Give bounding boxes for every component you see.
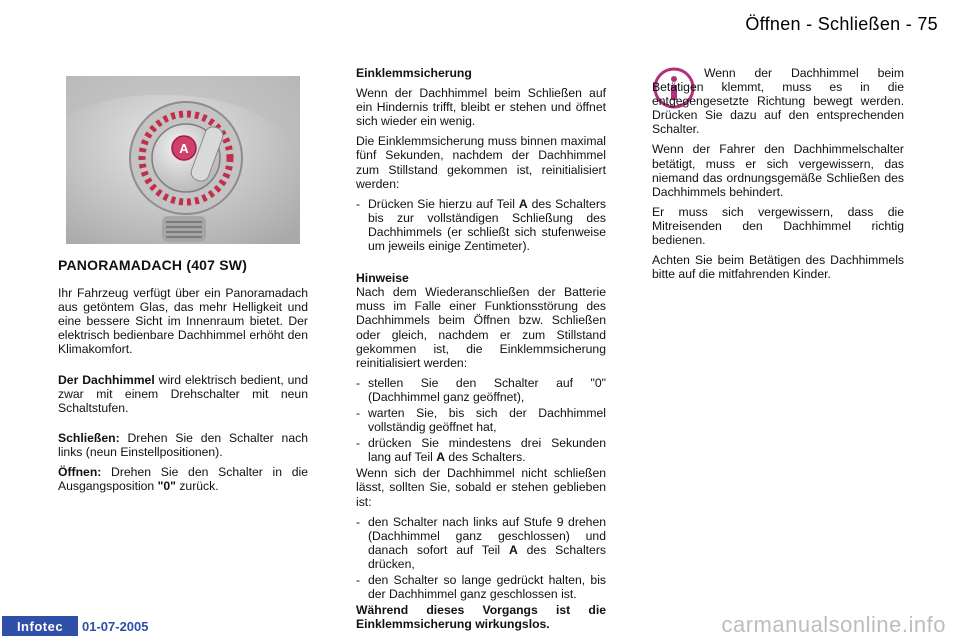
list-item: - drücken Sie mindestens drei Sekunden lang auf Teil A des Schalters. — [356, 436, 606, 465]
page-title: Öffnen - Schließen - 75 — [745, 14, 938, 34]
list-text: warten Sie, bis sich der Dachhimmel vollständig geöffnet hat, — [368, 405, 606, 435]
part-a-ref: A — [436, 450, 446, 465]
infotec-logo: Infotec — [2, 616, 78, 636]
intro-paragraph: Ihr Fahrzeug verfügt über ein Panoramadach aus getöntem Glas, das mehr Helligkeit und eine bessere Sicht im Innenraum bietet. Der elektrisch bedienbare Dachhimmel erhöht den Klimakomfort. — [58, 286, 308, 357]
open-paragraph — [58, 465, 308, 493]
column-left — [58, 258, 308, 499]
list-item: - Drücken Sie hierzu auf Teil A des Schalters bis zur vollständigen Schließung des Dachhimmels (er schließt sich stufenweise um jeweils einige Zentimeter). — [356, 196, 606, 254]
warning-paragraph: Während dieses Vorgangs ist die Einklemmsicherung wirkungslos. — [356, 603, 606, 632]
speaker-grille — [162, 216, 206, 242]
info-paragraph-3: Er muss sich vergewissern, dass die Mitreisenden den Dachhimmel richtig bedienen. — [652, 204, 904, 248]
dachhimmel-text: wird elektrisch bedient, und zwar mit einem Drehschalter mit neun Schaltstufen. — [58, 372, 308, 415]
part-a-ref: A — [508, 542, 518, 557]
section-heading: PANORAMADACH (407 SW) — [58, 257, 248, 273]
roof-switch-illustration — [66, 76, 300, 244]
close-term: Schließen: — [58, 430, 120, 445]
anti-pinch-heading: Einklemmsicherung — [356, 66, 472, 80]
anti-pinch-paragraph-1: Wenn der Dachhimmel beim Schließen auf ein Hindernis trifft, bleibt er stehen und öffnet sich wieder ein wenig. — [356, 86, 606, 129]
list-text: den Schalter nach links auf Stufe 9 drehen (Dachhimmel ganz geschlossen) und danach sofort auf Teil — [368, 514, 606, 557]
close-text: Drehen Sie den Schalter nach links (neun Einstellpositionen). — [58, 430, 308, 459]
close-paragraph — [58, 431, 308, 459]
edition-date: 01-07-2005 — [82, 619, 149, 634]
list-item: - stellen Sie den Schalter auf "0" (Dachhimmel ganz geöffnet), — [356, 375, 606, 404]
open-text: Drehen Sie den Schalter in die Ausgangsposition — [58, 465, 308, 494]
column-middle — [356, 66, 606, 637]
list-text: drücken Sie mindestens drei Sekunden lang auf Teil — [368, 436, 606, 465]
list-text: des Schalters. — [445, 450, 526, 465]
list-text: stellen Sie den Schalter auf "0" (Dachhimmel ganz geöffnet), — [368, 375, 606, 404]
info-paragraph-1: Wenn der Dachhimmel beim Betätigen klemmt, muss es in die entgegengesetzte Richtung bewegt werden. Drücken Sie dazu auf den entsprechenden Schalter. — [652, 66, 904, 137]
anti-pinch-paragraph-2: Die Einklemmsicherung muss binnen maximal fünf Sekunden, nachdem der Dachhimmel zum Stillstand gekommen ist, reinitialisiert werden: — [356, 134, 606, 191]
column-right — [652, 66, 904, 287]
notes-paragraph: Nach dem Wiederanschließen der Batterie muss im Falle einer Funktionsstörung des Dachhimmels beim Öffnen bzw. Schließen oder gleich, nachdem er zum Stillstand gekommen ist, die Einklemmsicherung reinitialisiert werden: — [356, 285, 606, 370]
list-text: Drücken Sie hierzu auf Teil — [368, 196, 519, 211]
open-term: Öffnen: — [58, 465, 102, 480]
info-paragraph-2: Wenn der Fahrer den Dachhimmelschalter betätigt, muss er sich vergewissern, das niemand das ordnungsgemäße Schließen des Dachhimmels behindert. — [652, 142, 904, 199]
list-item: - warten Sie, bis sich der Dachhimmel vollständig geöffnet hat, — [356, 405, 606, 435]
watermark: carmanualsonline.info — [721, 612, 946, 637]
list-text: den Schalter so lange gedrückt halten, bis der Dachhimmel ganz geschlossen ist. — [368, 573, 606, 602]
list-item: - den Schalter nach links auf Stufe 9 drehen (Dachhimmel ganz geschlossen) und danach sofort auf Teil A des Schalters drücken, — [356, 514, 606, 571]
list-text: des Schalters bis zur vollständigen Schließung des Dachhimmels (er schließt sich stufenweise um jeweils einige Zentimeter). — [368, 196, 606, 254]
list-text: des Schalters drücken, — [368, 542, 606, 571]
dachhimmel-term: Der Dachhimmel — [58, 372, 155, 387]
switch-diagram — [66, 76, 300, 244]
list-item: - den Schalter so lange gedrückt halten, bis der Dachhimmel ganz geschlossen ist. — [356, 573, 606, 602]
part-a-label: A — [179, 141, 189, 156]
open-text-end: zurück. — [175, 479, 219, 494]
notes-heading: Hinweise — [356, 271, 409, 286]
close-failure-paragraph: Wenn sich der Dachhimmel nicht schließen lässt, sollten Sie, sobald er stehen geblieben ist: — [356, 466, 606, 509]
part-a-ref: A — [518, 196, 528, 211]
info-paragraph-4: Achten Sie beim Betätigen des Dachhimmels bitte auf die mitfahrenden Kinder. — [652, 253, 904, 282]
position-zero: "0" — [157, 479, 176, 494]
dachhimmel-paragraph — [58, 373, 308, 415]
